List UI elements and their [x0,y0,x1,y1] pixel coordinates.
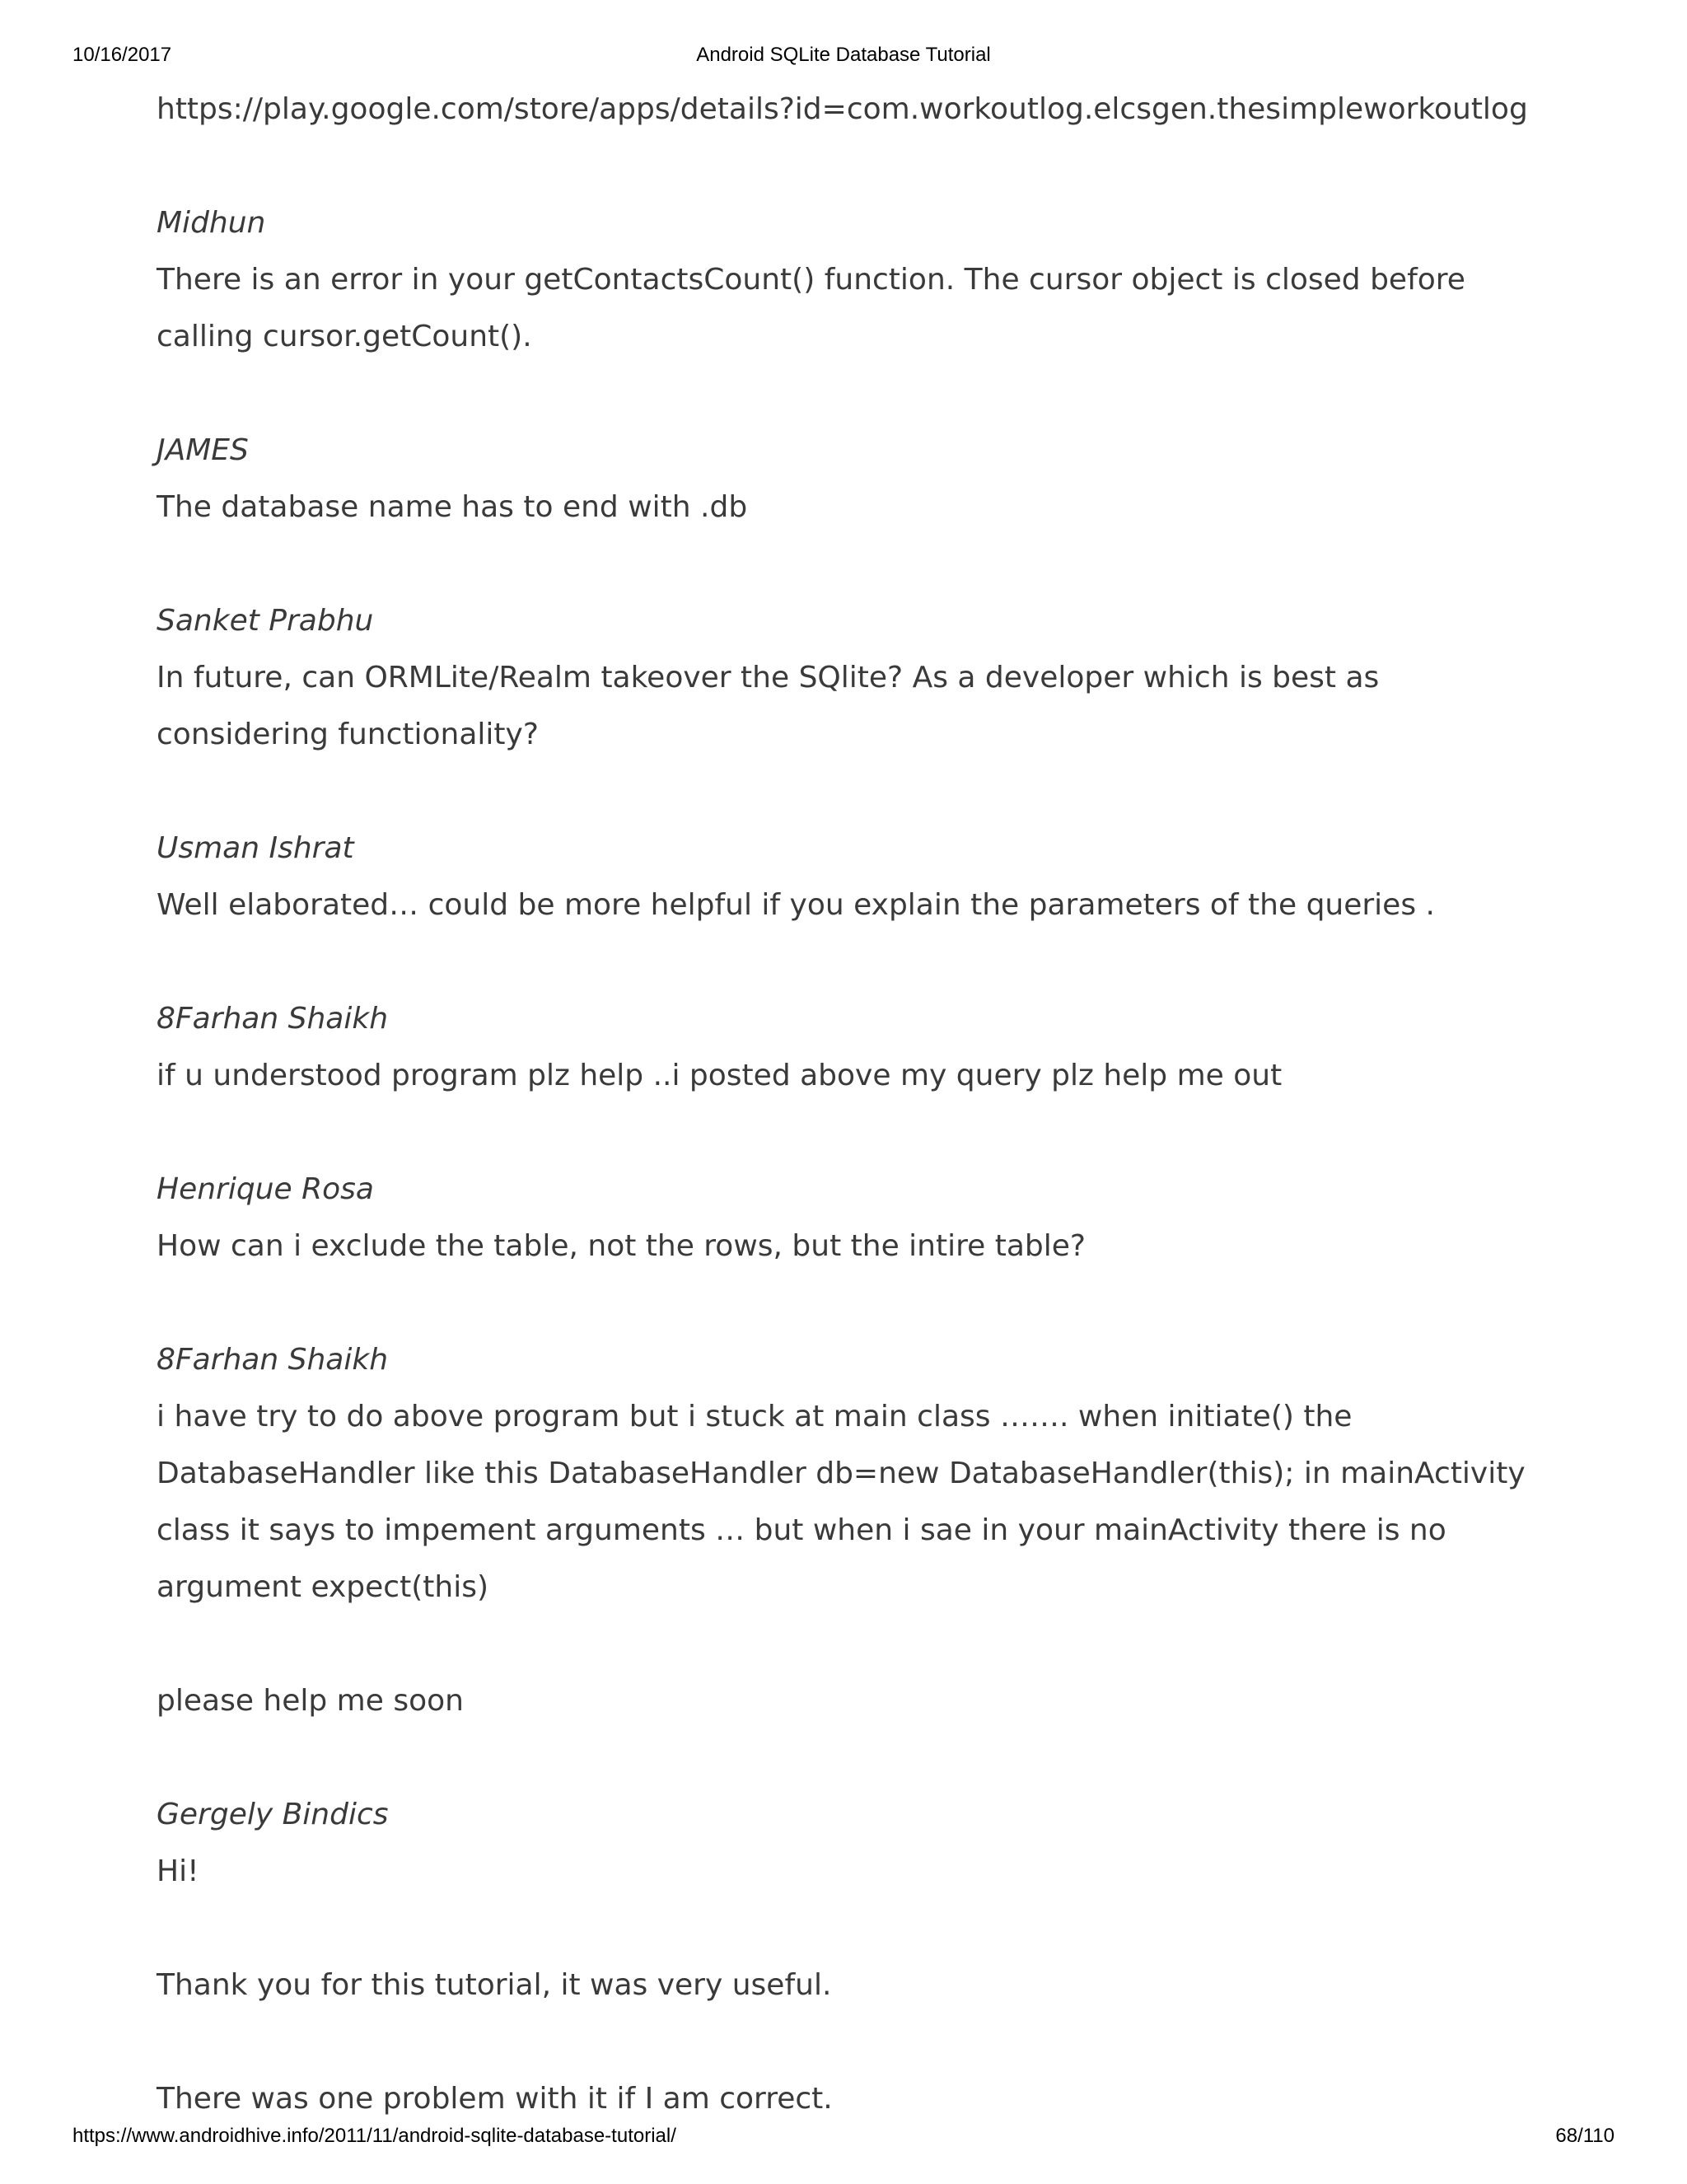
comment-text: Well elaborated… could be more helpful if you explain the parameters of the queries . [157,888,1435,922]
comment [157,592,1557,763]
comment-text: i have try to do above program but i stuck at main class ……. when initiate() the DatabaseHandler like this DatabaseHandler db=new DatabaseHandler(this); in mainActivity class it says to impement arguments … but when i sae in your mainActivity there is no argument expect(this) [157,1400,1526,1604]
comment [157,422,1557,535]
comment [157,1786,1557,2127]
app-store-link: https://play.google.com/store/apps/details?id=com.workoutlog.elcsgen.thesimpleworkoutlog [157,92,1528,126]
comment-author: Usman Ishrat [157,831,354,865]
comment-text: There is an error in your getContactsCount() function. The cursor object is closed before calling cursor.getCount(). [157,263,1465,353]
comment-text: In future, can ORMLite/Realm takeover the SQlite? As a developer which is best as considering functionality? [157,661,1380,751]
comment-author: Sanket Prabhu [157,604,374,638]
comment-author: Gergely Bindics [157,1798,389,1831]
print-source-url: https://www.androidhive.info/2011/11/android-sqlite-database-tutorial/ [72,2125,676,2147]
comments-content [157,81,1557,2184]
comment [157,1331,1557,1729]
print-page-number: 68/110 [1555,2125,1615,2147]
comment-author: JAMES [157,433,249,467]
print-date: 10/16/2017 [72,44,172,66]
comment-text: Thank you for this tutorial, it was very useful. [157,1968,832,2002]
comment-author: Henrique Rosa [157,1172,374,1206]
comment [157,194,1557,365]
comment-text: How can i exclude the table, not the rows, but the intire table? [157,1229,1086,1263]
comment-text: please help me soon [157,1684,464,1718]
comment [157,990,1557,1104]
comment-text: The database name has to end with .db [157,490,748,524]
comment-text: if u understood program plz help ..i posted above my query plz help me out [157,1059,1283,1092]
print-page-title: Android SQLite Database Tutorial [696,44,991,66]
comment-text: There was one problem with it if I am correct. [157,2082,833,2116]
comment [157,1161,1557,1274]
comment-author: 8Farhan Shaikh [157,1343,389,1377]
comment-author: Midhun [157,206,266,240]
comment-author: 8Farhan Shaikh [157,1002,389,1036]
comment-text: Hi! [157,1854,199,1888]
comment [157,820,1557,933]
